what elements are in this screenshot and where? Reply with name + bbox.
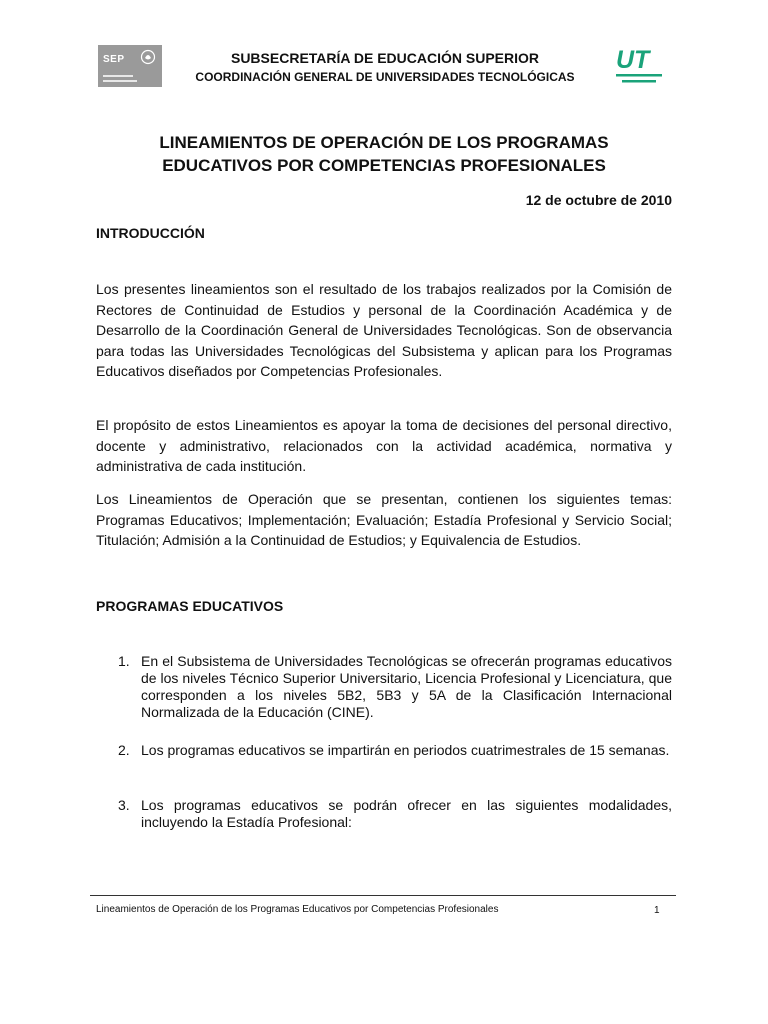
list-item-text: Los programas educativos se podrán ofrecer en las siguientes modalidades, incluyendo la Estadía Profesional: — [141, 797, 672, 830]
intro-paragraph-2: El propósito de estos Lineamientos es apoyar la toma de decisiones del personal directivo, docente y administrativo, relacionados con la actividad académica, normativa y administrativa de cada institución. — [96, 417, 672, 474]
footer-text: Lineamientos de Operación de los Programas Educativos por Competencias Profesionales — [96, 904, 499, 915]
mexico-coat-of-arms-icon — [140, 49, 156, 65]
ut-logo-text: UT — [616, 46, 650, 74]
document-title-line2: EDUCATIVOS POR COMPETENCIAS PROFESIONALES — [162, 156, 606, 175]
header-titles — [160, 50, 610, 85]
sep-logo-subtext-icon — [103, 74, 139, 84]
list-item — [118, 742, 672, 759]
ut-logo — [612, 44, 666, 90]
header-coordinacion: COORDINACIÓN GENERAL DE UNIVERSIDADES TECNOLÓGICAS — [195, 70, 575, 84]
list-item-number: 1. — [118, 653, 130, 669]
document-date: 12 de octubre de 2010 — [525, 192, 672, 208]
sep-logo-text: SEP — [103, 54, 125, 65]
list-item-text: En el Subsistema de Universidades Tecnológicas se ofrecerán programas educativos de los niveles Técnico Superior Universitario, Licencia Profesional y Licenciatura, que corresponden a los niveles 5B2, 5B3 y 5A de la Clasificación Internacional Normalizada de la Educación (CINE). — [141, 653, 672, 720]
intro-paragraph-3: Los Lineamientos de Operación que se presentan, contienen los siguientes temas: Programas Educativos; Implementación; Evaluación; Estadía Profesional y Servicio Social; Titulación; Admisión a la Continuidad de Estudios; y Equivalencia de Estudios. — [96, 491, 672, 548]
document-title-line1: LINEAMIENTOS DE OPERACIÓN DE LOS PROGRAMAS — [159, 133, 609, 152]
intro-paragraph-1: Los presentes lineamientos son el resultado de los trabajos realizados por la Comisión de Rectores de Continuidad de Estudios y personal de la Coordinación Académica y de Desarrollo de la Coordinación General de Universidades Tecnológicas. Son de observancia para todas las Universidades Tecnológicas del Subsistema y aplican para los Programas Educativos diseñados por Competencias Profesionales. — [96, 281, 672, 379]
list-item-text: Los programas educativos se impartirán en periodos cuatrimestrales de 15 semanas. — [141, 742, 670, 758]
list-item-number: 2. — [118, 742, 130, 758]
list-item-number: 3. — [118, 797, 130, 813]
document-title — [96, 131, 672, 177]
list-item — [118, 797, 672, 831]
intro-heading: INTRODUCCIÓN — [96, 225, 205, 241]
programs-heading: PROGRAMAS EDUCATIVOS — [96, 598, 284, 614]
header-subsecretaria: SUBSECRETARÍA DE EDUCACIÓN SUPERIOR — [230, 50, 540, 66]
sep-logo — [98, 45, 162, 87]
list-item — [118, 653, 672, 721]
footer-divider — [90, 895, 676, 896]
page-number: 1 — [654, 905, 660, 916]
